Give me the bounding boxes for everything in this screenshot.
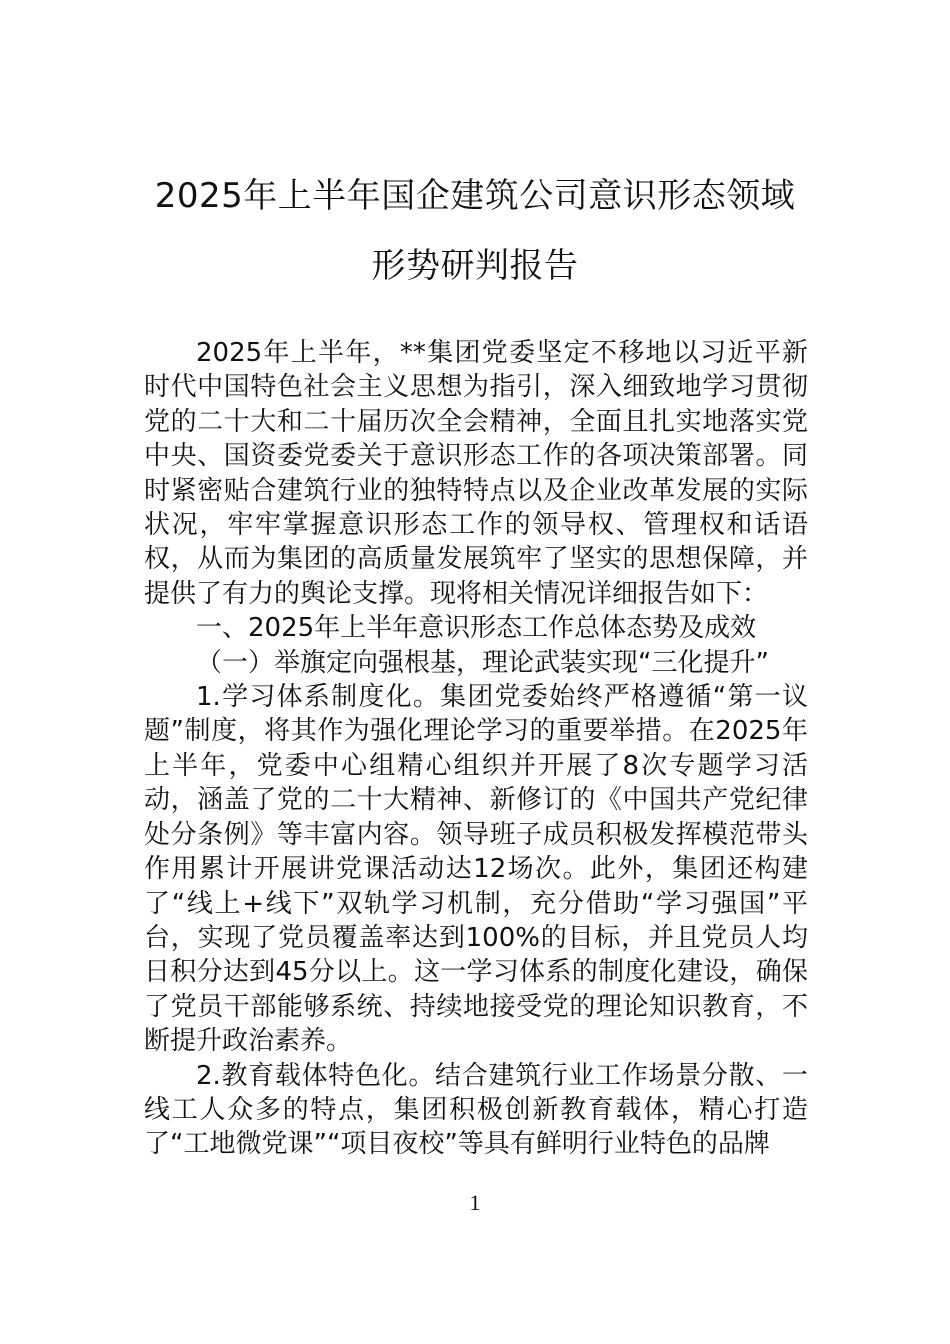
page-number: 1 — [469, 1190, 481, 1215]
paragraph-education-carrier: 2.教育载体特色化。结合建筑行业工作场景分散、一线工人众多的特点，集团积极创新教育载体，精心打造了“工地微党课”“项目夜校”等具有鲜明行业特色的品牌 — [144, 1060, 808, 1160]
heading-subsection-1: （一）举旗定向强根基，理论武装实现“三化提升” — [196, 647, 769, 678]
report-title-line-2: 形势研判报告 — [371, 246, 579, 286]
paragraph-intro: 2025年上半年，**集团党委坚定不移地以习近平新时代中国特色社会主义思想为指引，深入细致地学习贯彻党的二十大和二十届历次全会精神，全面且扎实地落实党中央、国资委党委关于意识形态工作的各项决策部署。同时紧密贴合建筑行业的独特特点以及企业改革发展的实际状况，牢牢掌握意识形态工作的领导权、管理权和话语权，从而为集团的高质量发展筑牢了坚实的思想保障，并提供了有力的舆论支撑。现将相关情况详细报告如下： — [144, 338, 808, 609]
report-title-line-1: 2025年上半年国企建筑公司意识形态领域 — [154, 176, 796, 216]
paragraph-study-system: 1.学习体系制度化。集团党委始终严格遵循“第一议题”制度，将其作为强化理论学习的重要举措。在2025年上半年，党委中心组精心组织并开展了8次专题学习活动，涵盖了党的二十大精神、新修订的《中国共产党纪律处分条例》等丰富内容。领导班子成员积极发挥模范带头作用累计开展讲党课活动达12场次。此外，集团还构建了“线上+线下”双轨学习机制，充分借助“学习强国”平台，实现了党员覆盖率达到100%的目标，并且党员人均日积分达到45分以上。这一学习体系的制度化建设，确保了党员干部能够系统、持续地接受党的理论知识教育，不断提升政治素养。 — [144, 682, 808, 1057]
report-body — [144, 336, 808, 1162]
heading-section-1: 一、2025年上半年意识形态工作总体态势及成效 — [196, 613, 757, 644]
